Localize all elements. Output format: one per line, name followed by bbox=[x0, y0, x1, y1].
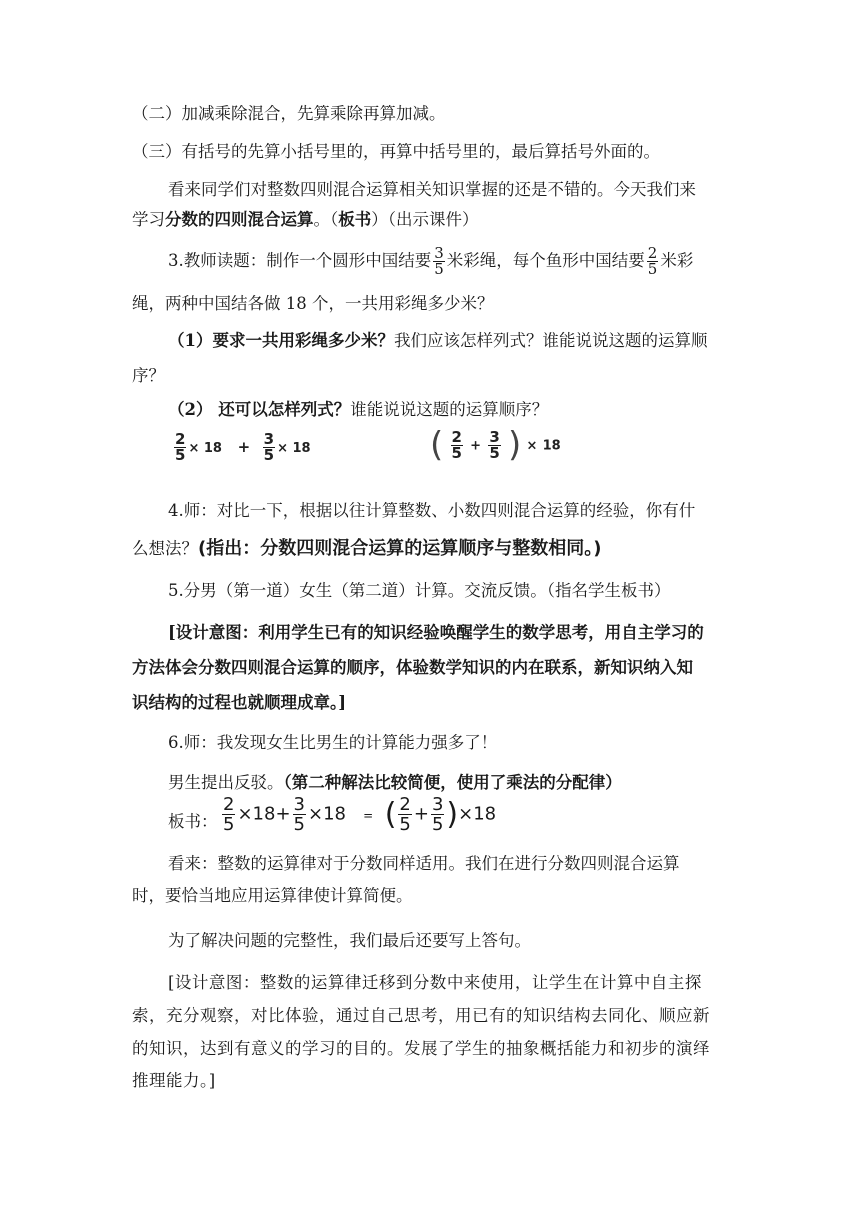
expression-separate: $\frac{2}{5}$ × 18 + $\frac{3}{5}$ × 18 bbox=[175, 430, 311, 464]
group-calc: 5.分男（第一道）女生（第二道）计算。交流反馈。（指名学生板书） bbox=[168, 581, 671, 600]
question-1-cont: 序？ bbox=[132, 366, 165, 385]
rule-two: （二）加减乘除混合，先算乘除再算加减。 bbox=[132, 104, 446, 123]
design-intent-2-line-4: 推理能力。] bbox=[132, 1071, 216, 1090]
problem-line-2: 绳，两种中国结各做 18 个，一共用彩绳多少米？ bbox=[132, 294, 494, 313]
conclusion-1: 看来：整数的运算律对于分数同样适用。我们在进行分数四则混合运算 bbox=[168, 854, 680, 873]
board-equation: $\frac{2}{5}$ ×18+ $\frac{3}{5}$ ×18 = ( $\frac{2}{5}$ + $\frac{3}{5}$ )×18 bbox=[223, 794, 497, 835]
board-label: 板书： bbox=[168, 812, 218, 831]
teacher-compare: 4.师：对比一下，根据以往计算整数、小数四则混合运算的经验，你有什 bbox=[168, 501, 696, 520]
design-intent-2-line-1: [设计意图：整数的运算律迁移到分数中来使用，让学生在计算中自主探 bbox=[168, 973, 702, 992]
expression-grouped: ( $\frac{2}{5}$ + $\frac{3}{5}$ ) × 18 bbox=[430, 425, 561, 465]
question-2: （2） 还可以怎样列式？谁能说说这题的运算顺序？ bbox=[168, 400, 549, 419]
problem-line-1: 3.教师读题：制作一个圆形中国结要 $\frac{3}{5}$ 米彩绳，每个鱼形中国结要 $\frac{2}{5}$ 米彩 bbox=[168, 244, 694, 278]
design-intent-2-line-3: 的知识，达到有意义的学习的目的。发展了学生的抽象概括能力和初步的演绎 bbox=[132, 1039, 710, 1058]
para-intro-2: 学习分数的四则混合运算。（板书）（出示课件） bbox=[132, 210, 479, 229]
teacher-compare-cont: 么想法？(指出：分数四则混合运算的运算顺序与整数相同。) bbox=[132, 538, 602, 559]
para-intro-1: 看来同学们对整数四则混合运算相关知识掌握的还是不错的。今天我们来 bbox=[168, 180, 696, 199]
design-intent-1-line-1: [设计意图：利用学生已有的知识经验唤醒学生的数学思考，用自主学习的 bbox=[168, 623, 704, 642]
conclusion-2: 时，要恰当地应用运算律使计算简便。 bbox=[132, 886, 413, 905]
design-intent-1-line-2: 方法体会分数四则混合运算的顺序，体验数学知识的内在联系，新知识纳入知 bbox=[132, 658, 693, 677]
fraction-two-fifths: $\frac{2}{5}$ bbox=[647, 244, 658, 278]
design-intent-1-line-3: 识结构的过程也就顺理成章。] bbox=[132, 693, 347, 712]
fraction-three-fifths: $\frac{3}{5}$ bbox=[434, 244, 444, 278]
rule-three: （三）有括号的先算小括号里的，再算中括号里的，最后算括号外面的。 bbox=[132, 142, 660, 161]
question-1: （1）要求一共用彩绳多少米？我们应该怎样列式？谁能说说这题的运算顺 bbox=[168, 331, 708, 350]
boys-rebuttal: 男生提出反驳。（第二种解法比较简便，使用了乘法的分配律） bbox=[168, 773, 622, 792]
answer-note: 为了解决问题的完整性，我们最后还要写上答句。 bbox=[168, 931, 531, 950]
design-intent-2-line-2: 索，充分观察，对比体验，通过自己思考，用已有的知识结构去同化、顺应新 bbox=[132, 1006, 710, 1025]
teacher-remark: 6.师：我发现女生比男生的计算能力强多了！ bbox=[168, 733, 498, 752]
